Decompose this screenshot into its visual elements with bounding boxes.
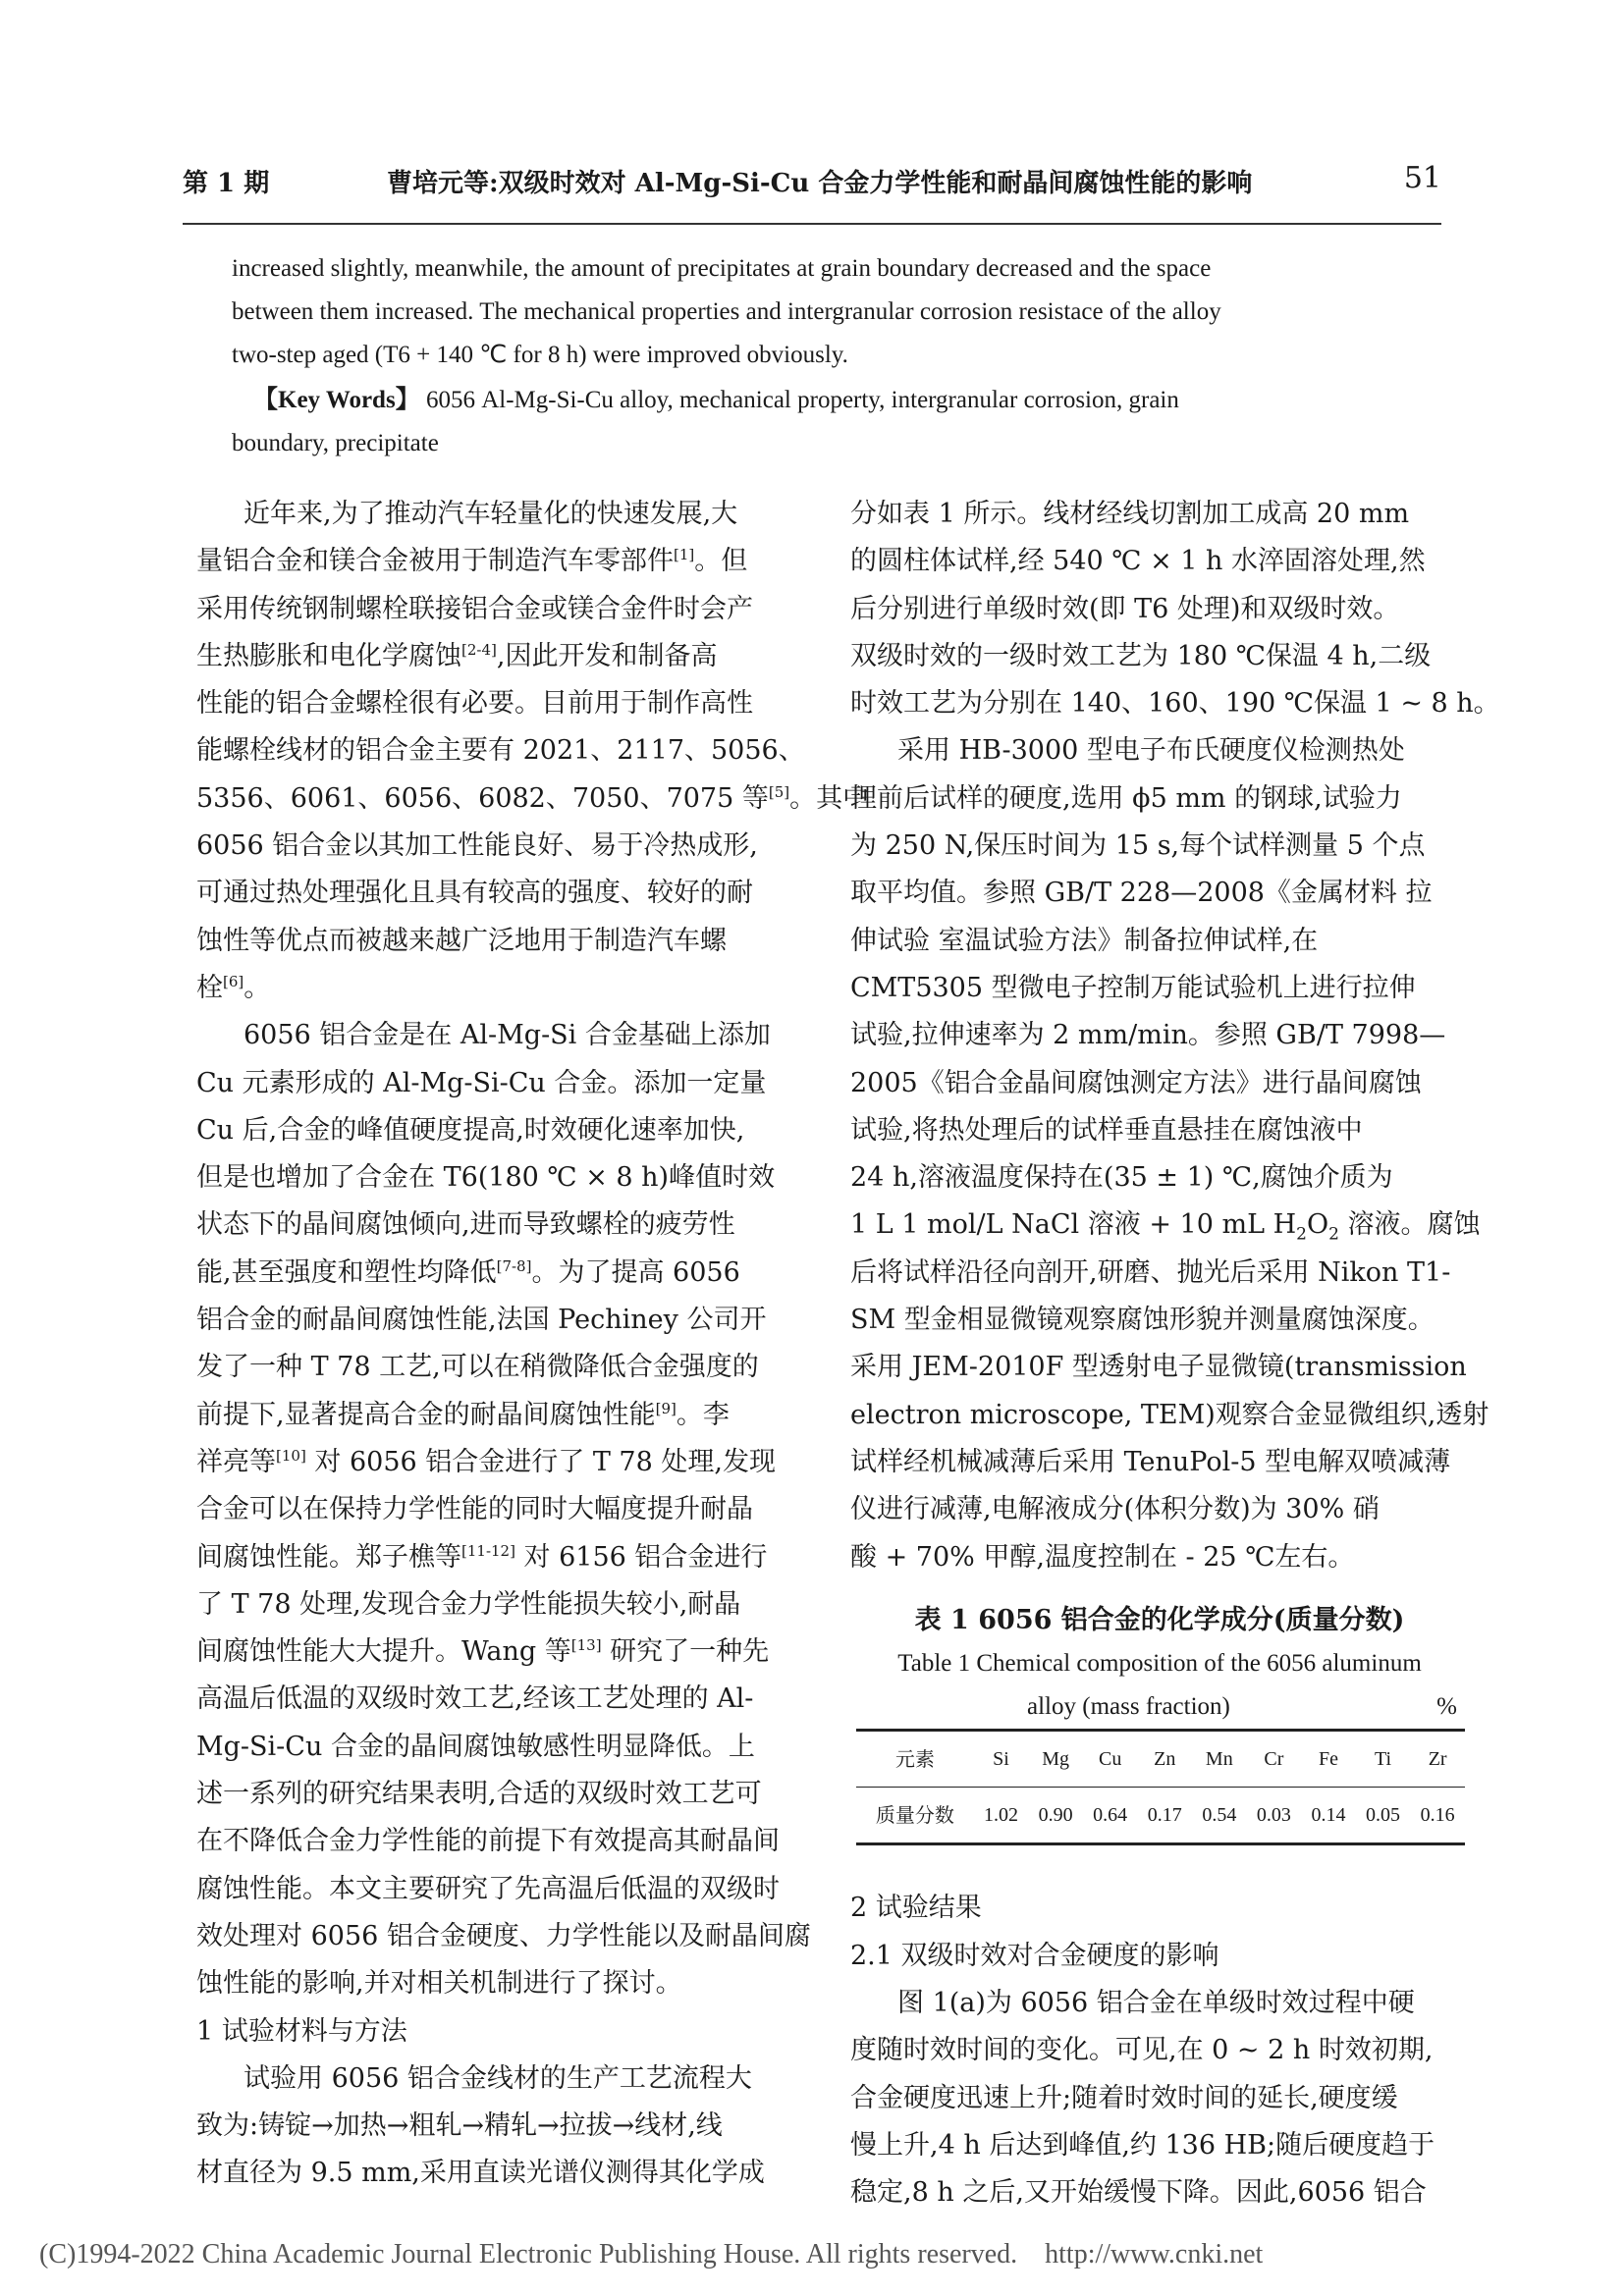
table-header-cell: Fe <box>1318 1747 1338 1770</box>
text-line: Cu 元素形成的 Al-Mg-Si-Cu 合金。添加一定量 <box>196 1067 767 1098</box>
text-line: 能,甚至强度和塑性均降低[7-8]。为了提高 6056 <box>196 1256 740 1288</box>
table-header-cell: Cu <box>1098 1747 1122 1770</box>
text-line: 致为:铸锭→加热→粗轧→精轧→拉拔→线材,线 <box>196 2110 723 2142</box>
table-cell: 0.05 <box>1366 1804 1401 1827</box>
text-line: SM 型金相显微镜观察腐蚀形貌并测量腐蚀深度。 <box>850 1305 1435 1336</box>
text-line: 试验,将热处理后的试样垂直悬挂在腐蚀液中 <box>850 1114 1363 1146</box>
text-line: 试验,拉伸速率为 2 mm/min。参照 GB/T 7998— <box>850 1020 1446 1051</box>
text-line: 慢上升,4 h 后达到峰值,约 136 HB;随后硬度趋于 <box>850 2129 1435 2161</box>
keywords-text: boundary, precipitate <box>232 430 439 456</box>
paragraph-heat-treatment <box>850 491 1500 727</box>
table-header-cell: Mg <box>1042 1747 1069 1770</box>
text-line: 性能的铝合金螺栓很有必要。目前用于制作高性 <box>196 688 753 720</box>
citation: [6] <box>223 972 244 990</box>
text-line: 取平均值。参照 GB/T 228—2008《金属材料 拉 <box>850 878 1433 909</box>
text-line: 量铝合金和镁合金被用于制造汽车零部件[1]。但 <box>196 546 748 577</box>
text-line: 度随时效时间的变化。可见,在 0 ~ 2 h 时效初期, <box>850 2035 1434 2066</box>
text-line: electron microscope, TEM)观察合金显微组织,透射 <box>850 1399 1489 1430</box>
text-line: 时效工艺为分别在 140、160、190 ℃保温 1 ~ 8 h。 <box>850 688 1500 720</box>
text-line: 生热膨胀和电化学腐蚀[2-4],因此开发和制备高 <box>196 640 718 671</box>
table-unit: % <box>1436 1692 1457 1720</box>
citation: [11-12] <box>461 1541 515 1560</box>
text-line: 但是也增加了合金在 T6(180 ℃ × 8 h)峰值时效 <box>196 1162 776 1194</box>
text-line: 6056 铝合金以其加工性能良好、易于冷热成形, <box>196 830 758 862</box>
text-line: 间腐蚀性能。郑子樵等[11-12] 对 6156 铝合金进行 <box>196 1541 768 1573</box>
text-line: 在不降低合金力学性能的前提下有效提高其耐晶间 <box>196 1826 780 1857</box>
table-cell: 0.17 <box>1147 1804 1182 1827</box>
citation: [10] <box>276 1446 306 1465</box>
text-line: 的圆柱体试样,经 540 ℃ × 1 h 水淬固溶处理,然 <box>850 546 1426 577</box>
keywords-cont <box>232 422 1455 465</box>
table-cell: 0.16 <box>1420 1804 1455 1827</box>
text-line: 腐蚀性能。本文主要研究了先高温后低温的双级时 <box>196 1873 780 1904</box>
abstract-line: increased slightly, meanwhile, the amount of precipitates at grain boundary decreased and the space <box>232 255 1212 282</box>
journal-issue: 第 1 期 <box>183 169 270 198</box>
paragraph-hardness <box>850 1980 1469 2216</box>
paragraph-6056 <box>196 1012 825 2007</box>
text-line: Cu 后,合金的峰值硬度提高,时效硬化速率加快, <box>196 1114 745 1146</box>
text-line: 能螺栓线材的铝合金主要有 2021、2117、5056、 <box>196 735 805 767</box>
copyright-text: (C)1994-2022 China Academic Journal Electronic Publishing House. All rights reserved. <box>39 2239 1018 2269</box>
table-cell: 0.54 <box>1202 1804 1237 1827</box>
citation: [1] <box>674 546 695 564</box>
table-caption-en-2 <box>850 1685 1469 1729</box>
text-line: 稳定,8 h 之后,又开始缓慢下降。因此,6056 铝合 <box>850 2177 1427 2209</box>
text-line: CMT5305 型微电子控制万能试验机上进行拉伸 <box>850 972 1416 1003</box>
table-header-row <box>856 1730 1465 1787</box>
text-line: 双级时效的一级时效工艺为 180 ℃保温 4 h,二级 <box>850 640 1432 671</box>
table-header-cell: Ti <box>1375 1747 1392 1770</box>
text-line: 合金可以在保持力学性能的同时大幅度提升耐晶 <box>196 1494 753 1525</box>
left-column <box>196 491 870 2198</box>
text-line: 仪进行减薄,电解液成分(体积分数)为 30% 硝 <box>850 1494 1380 1525</box>
abstract-line: between them increased. The mechanical properties and intergranular corrosion resistace of the alloy <box>232 298 1221 325</box>
table-1 <box>850 1599 1469 1846</box>
citation: [9] <box>655 1399 677 1417</box>
section-2-title: 2 试验结果 <box>850 1893 982 1924</box>
text-line: 酸 + 70% 甲醇,温度控制在 - 25 ℃左右。 <box>850 1541 1355 1573</box>
text-line: 近年来,为了推动汽车轻量化的快速发展,大 <box>244 499 738 529</box>
text-line: 采用传统钢制螺栓联接铝合金或镁合金件时会产 <box>196 593 753 624</box>
text-line: 效处理对 6056 铝合金硬度、力学性能以及耐晶间腐 <box>196 1920 811 1951</box>
text-line: 后将试样沿径向剖开,研磨、抛光后采用 Nikon T1- <box>850 1256 1451 1288</box>
table-cell: 0.90 <box>1038 1804 1073 1827</box>
header-rule <box>183 223 1441 225</box>
text-line: 间腐蚀性能大大提升。Wang 等[13] 研究了一种先 <box>196 1636 770 1668</box>
table-cell: 质量分数 <box>875 1803 954 1828</box>
table-header-cell: Mn <box>1205 1747 1233 1770</box>
text-line: 1 L 1 mol/L NaCl 溶液 + 10 mL $H_2O_2$ 溶液。腐蚀 <box>850 1209 1481 1245</box>
table-header-cell: Cr <box>1264 1747 1284 1770</box>
table-caption-en: Table 1 Chemical composition of the 6056 aluminum <box>897 1649 1422 1677</box>
section-2-1-title: 2.1 双级时效对合金硬度的影响 <box>850 1940 1219 1971</box>
table-row <box>856 1788 1465 1844</box>
text-line: 合金硬度迅速上升;随着时效时间的延长,硬度缓 <box>850 2082 1398 2113</box>
text-line: 蚀性能的影响,并对相关机制进行了探讨。 <box>196 1968 682 2000</box>
text-line: 试验用 6056 铝合金线材的生产工艺流程大 <box>244 2062 752 2094</box>
table-cell: 1.02 <box>984 1804 1018 1827</box>
right-column <box>850 491 1500 2217</box>
text-line: 6056 铝合金是在 Al-Mg-Si 合金基础上添加 <box>244 1020 771 1051</box>
text-line: 可通过热处理强化且具有较高的强度、较好的耐 <box>196 878 753 909</box>
text-line: 述一系列的研究结果表明,合适的双级时效工艺可 <box>196 1779 762 1810</box>
text-line: Mg-Si-Cu 合金的晶间腐蚀敏感性明显降低。上 <box>196 1731 755 1762</box>
citation: [2-4] <box>461 640 497 659</box>
keywords <box>253 379 1455 422</box>
composition-table <box>856 1729 1465 1846</box>
text-line: 高温后低温的双级时效工艺,经该工艺处理的 Al- <box>196 1683 754 1715</box>
text-line: 采用 JEM-2010F 型透射电子显微镜(transmission <box>850 1352 1467 1383</box>
text-line: 后分别进行单级时效(即 T6 处理)和双级时效。 <box>850 593 1400 624</box>
table-cell: 0.64 <box>1093 1804 1128 1827</box>
text-line: 栓[6]。 <box>196 972 271 1003</box>
text-line: 采用 HB-3000 型电子布氏硬度仪检测热处 <box>897 735 1405 767</box>
running-title: 曹培元等:双级时效对 Al-Mg-Si-Cu 合金力学性能和耐晶间腐蚀性能的影响 <box>387 169 1253 198</box>
text-line: 材直径为 9.5 mm,采用直读光谱仪测得其化学成 <box>196 2158 765 2189</box>
page-number: 51 <box>1403 161 1441 195</box>
paragraph-intro <box>196 491 870 1012</box>
text-line: 24 h,溶液温度保持在(35 ± 1) ℃,腐蚀介质为 <box>850 1162 1393 1194</box>
text-line: 图 1(a)为 6056 铝合金在单级时效过程中硬 <box>897 1988 1415 2019</box>
text-line: 试样经机械减薄后采用 TenuPol-5 型电解双喷减薄 <box>850 1446 1451 1477</box>
table-caption-en-line: alloy (mass fraction) <box>1027 1692 1230 1720</box>
citation: [7-8] <box>496 1256 532 1275</box>
abstract-line: two-step aged (T6 + 140 ℃ for 8 h) were improved obviously. <box>232 342 848 368</box>
table-header-cell: 元素 <box>894 1746 935 1771</box>
abstract-continuation <box>232 247 1455 377</box>
copyright-footer <box>39 2239 1263 2270</box>
table-caption-cn: 表 1 6056 铝合金的化学成分(质量分数) <box>914 1604 1405 1635</box>
text-line: 蚀性等优点而被越来越广泛地用于制造汽车螺 <box>196 925 727 956</box>
text-line: 伸试验 室温试验方法》制备拉伸试样,在 <box>850 925 1319 956</box>
citation: [13] <box>570 1636 602 1655</box>
table-cell: 0.03 <box>1256 1804 1291 1827</box>
text-line: 2005《铝合金晶间腐蚀测定方法》进行晶间腐蚀 <box>850 1067 1422 1098</box>
text-line: 5356、6061、6056、6082、7050、7075 等[5]。其中 <box>196 782 870 814</box>
text-line: 分如表 1 所示。线材经线切割加工成高 20 mm <box>850 499 1410 529</box>
text-line: 发了一种 T 78 工艺,可以在稍微降低合金强度的 <box>196 1352 759 1383</box>
text-line: 铝合金的耐晶间腐蚀性能,法国 Pechiney 公司开 <box>196 1305 767 1336</box>
text-line: 理前后试样的硬度,选用 ϕ5 mm 的钢球,试验力 <box>850 782 1402 814</box>
table-header-cell: Zr <box>1428 1747 1447 1770</box>
paragraph-materials <box>196 2056 825 2198</box>
text-line: 前提下,显著提高合金的耐晶间腐蚀性能[9]。李 <box>196 1399 730 1430</box>
citation: [5] <box>768 782 790 801</box>
text-line: 为 250 N,保压时间为 15 s,每个试样测量 5 个点 <box>850 830 1426 862</box>
section-1-title: 1 试验材料与方法 <box>196 2015 407 2047</box>
text-line: 了 T 78 处理,发现合金力学性能损失较小,耐晶 <box>196 1588 741 1620</box>
table-header-cell: Zn <box>1154 1747 1176 1770</box>
keywords-label: 【Key Words】 <box>253 387 420 413</box>
text-line: 状态下的晶间腐蚀倾向,进而导致螺栓的疲劳性 <box>196 1209 735 1241</box>
text-line: 祥亮等[10] 对 6056 铝合金进行了 T 78 处理,发现 <box>196 1446 776 1477</box>
paragraph-testing <box>850 727 1489 1580</box>
table-header-cell: Si <box>993 1747 1009 1770</box>
cnki-link[interactable]: http://www.cnki.net <box>1045 2239 1264 2269</box>
keywords-text: 6056 Al-Mg-Si-Cu alloy, mechanical property, intergranular corrosion, grain <box>419 387 1179 413</box>
table-cell: 0.14 <box>1311 1804 1346 1827</box>
